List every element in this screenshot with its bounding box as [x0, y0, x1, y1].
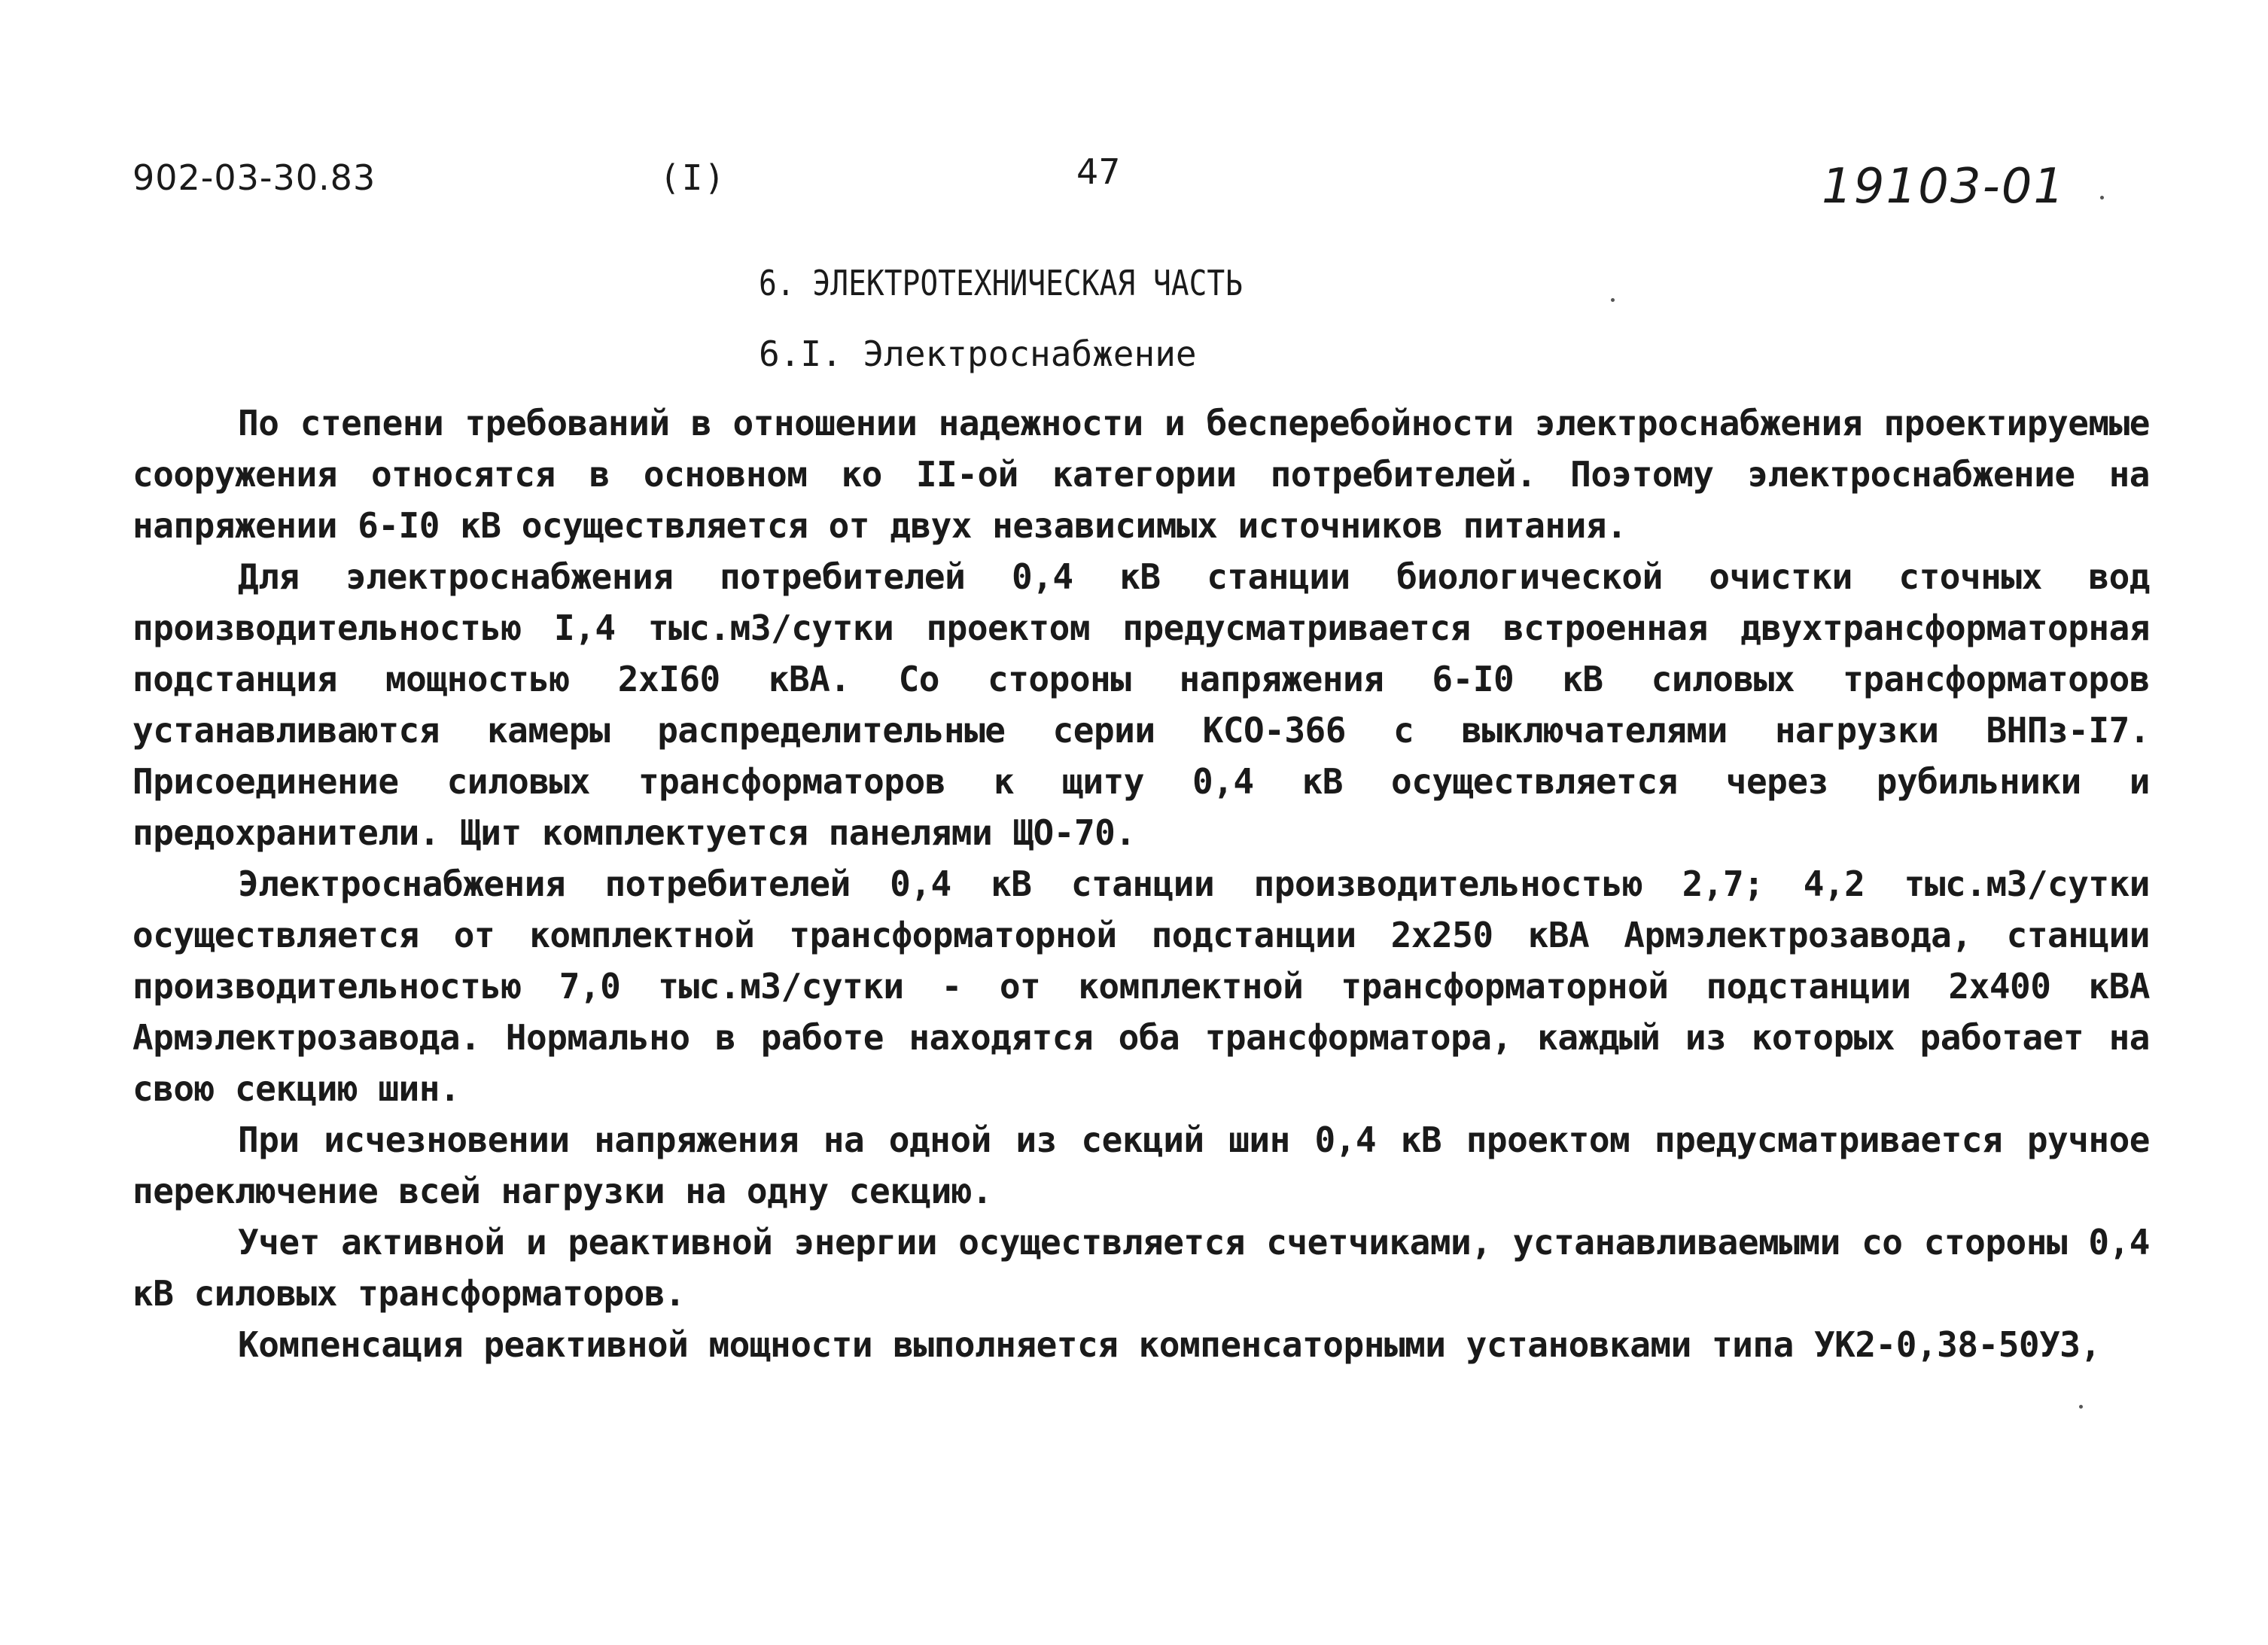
section-title: 6. ЭЛЕКТРОТЕХНИЧЕСКАЯ ЧАСТЬ	[759, 263, 1244, 303]
paragraph-compensation: Компенсация реактивной мощности выполняется компенсаторными установками типа УК2-0,38-50У3,	[238, 1324, 2101, 1365]
page-number: 47	[1076, 151, 1121, 192]
paragraph-reliability: По степени требований в отношении надежности и бесперебойности электроснабжения проектируемые сооружения относятся в основном ко II-ой категории потребителей. Поэтому электроснабжение на напряжении 6-I0 кВ осуществляется от двух независимых источников питания.	[132, 403, 2150, 546]
paragraph-substation-1-4: Для электроснабжения потребителей 0,4 кВ станции биологической очистки сточных вод производительностью I,4 тыс.м3/сутки проектом предусматривается встроенная двухтрансформаторная подстанция мощностью 2хI60 кВА. Со стороны напряжения 6-I0 кВ силовых трансформаторов устанавливаются камеры распределительные серии КСО-366 с выключателями нагрузки ВНПз-I7. Присоединение силовых трансформаторов к щиту 0,4 кВ осуществляется через рубильники и предохранители. Щит комплектуется панелями ЩО-70.	[132, 556, 2150, 853]
scan-speck	[1611, 298, 1615, 302]
document-part: (I)	[659, 157, 727, 198]
scan-speck	[2100, 196, 2104, 200]
subsection-title: 6.I. Электроснабжение	[759, 334, 1197, 374]
scan-speck	[2079, 1405, 2083, 1409]
document-code: 902-03-30.83	[132, 157, 376, 198]
paragraph-metering: Учет активной и реактивной энергии осуществляется счетчиками, устанавливаемыми со стороны 0,4 кВ силовых трансформаторов.	[132, 1222, 2150, 1314]
sheet-code: 19103-01	[1822, 159, 2066, 215]
paragraph-switching: При исчезновении напряжения на одной из секций шин 0,4 кВ проектом предусматривается ручное переключение всей нагрузки на одну секцию.	[132, 1120, 2150, 1211]
paragraph-substation-2-7: Электроснабжения потребителей 0,4 кВ станции производительностью 2,7; 4,2 тыс.м3/сутки осуществляется от комплектной трансформаторной подстанции 2х250 кВА Армэлектрозавода, станции производительностью 7,0 тыс.м3/сутки - от комплектной трансформаторной подстанции 2х400 кВА Армэлектрозавода. Нормально в работе находятся оба трансформатора, каждый из которых работает на свою секцию шин.	[132, 864, 2150, 1109]
body-text	[132, 398, 2150, 1370]
